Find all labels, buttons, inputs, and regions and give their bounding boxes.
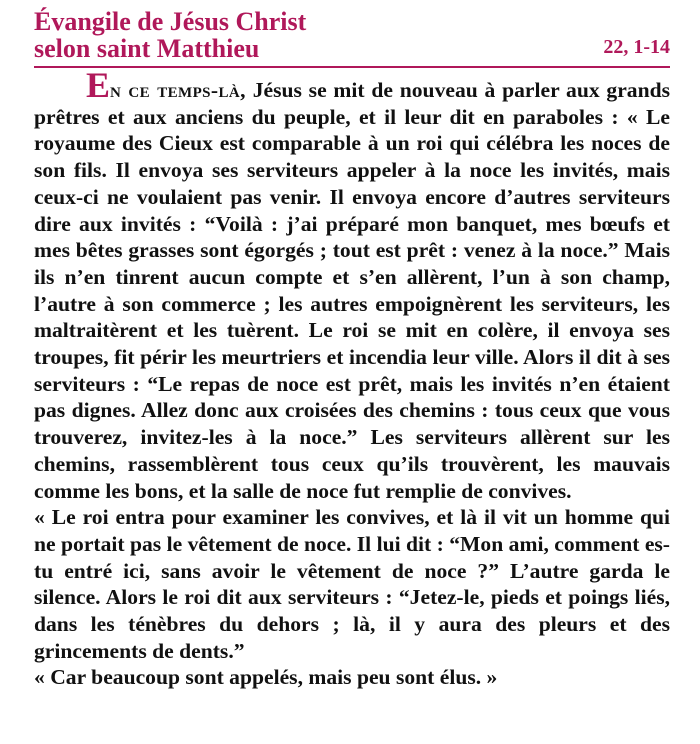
- opening-smallcaps: n ce temps-là,: [110, 78, 246, 102]
- gospel-title-line2: selon saint Matthieu: [34, 34, 260, 63]
- gospel-paragraph-2: « Le roi entra pour examiner les convives, et là il vit un homme qui ne portait pas le vêtement de noce. Il lui dit : “Mon ami, comment es-tu entré ici, sans avoir le vêtement de noce ?” L’autre garda le silence. Alors le roi dit aux serviteurs : “Jetez-le, pieds et poings liés, dans les ténèbres du dehors ; là, il y aura des pleurs et des grincements de dents.”: [34, 505, 670, 663]
- gospel-text: [34, 65, 671, 691]
- drop-initial: E: [86, 65, 111, 105]
- scripture-reference: 22, 1-14: [603, 36, 670, 58]
- gospel-page: [34, 8, 670, 691]
- header-divider: [34, 66, 670, 68]
- gospel-paragraph-1: [34, 65, 671, 504]
- gospel-paragraph-3: « Car beaucoup sont appelés, mais peu sont élus. »: [34, 665, 498, 690]
- gospel-header: [34, 8, 670, 62]
- gospel-title-line1: Évangile de Jésus Christ: [34, 7, 307, 36]
- paragraph-1-text: Jésus se mit de nouveau à parler aux grands prêtres et aux anciens du peuple, et il leur dit en paraboles : « Le royaume des Cieux est comparable à un roi qui célébra les noces de son fils. Il envoya ses serviteurs appeler à la noce les invités, mais ceux-ci ne voulaient pas venir. Il envoya encore d’autres serviteurs dire aux invités : “Voilà : j’ai préparé mon banquet, mes bœufs et mes bêtes grasses sont égorgés ; tout est prêt : venez à la noce.” Mais ils n’en tinrent aucun compte et s’en allèrent, l’un à son champ, l’autre à son commerce ; les autres empoignèrent les serviteurs, les maltraitèrent et les tuèrent. Le roi se mit en colère, il envoya ses troupes, fit périr les meurtriers et incendia leur ville. Alors il dit à ses serviteurs : “Le repas de noce est prêt, mais les invités n’en étaient pas dignes. Allez donc aux croisées des chemins : tous ceux que vous trouverez, invitez-les à la noce.” Les serviteurs allèrent sur les chemins, rassemblèrent tous ceux qu’ils trouvèrent, les mauvais comme les bons, et la salle de noce fut remplie de convives.: [34, 78, 671, 503]
